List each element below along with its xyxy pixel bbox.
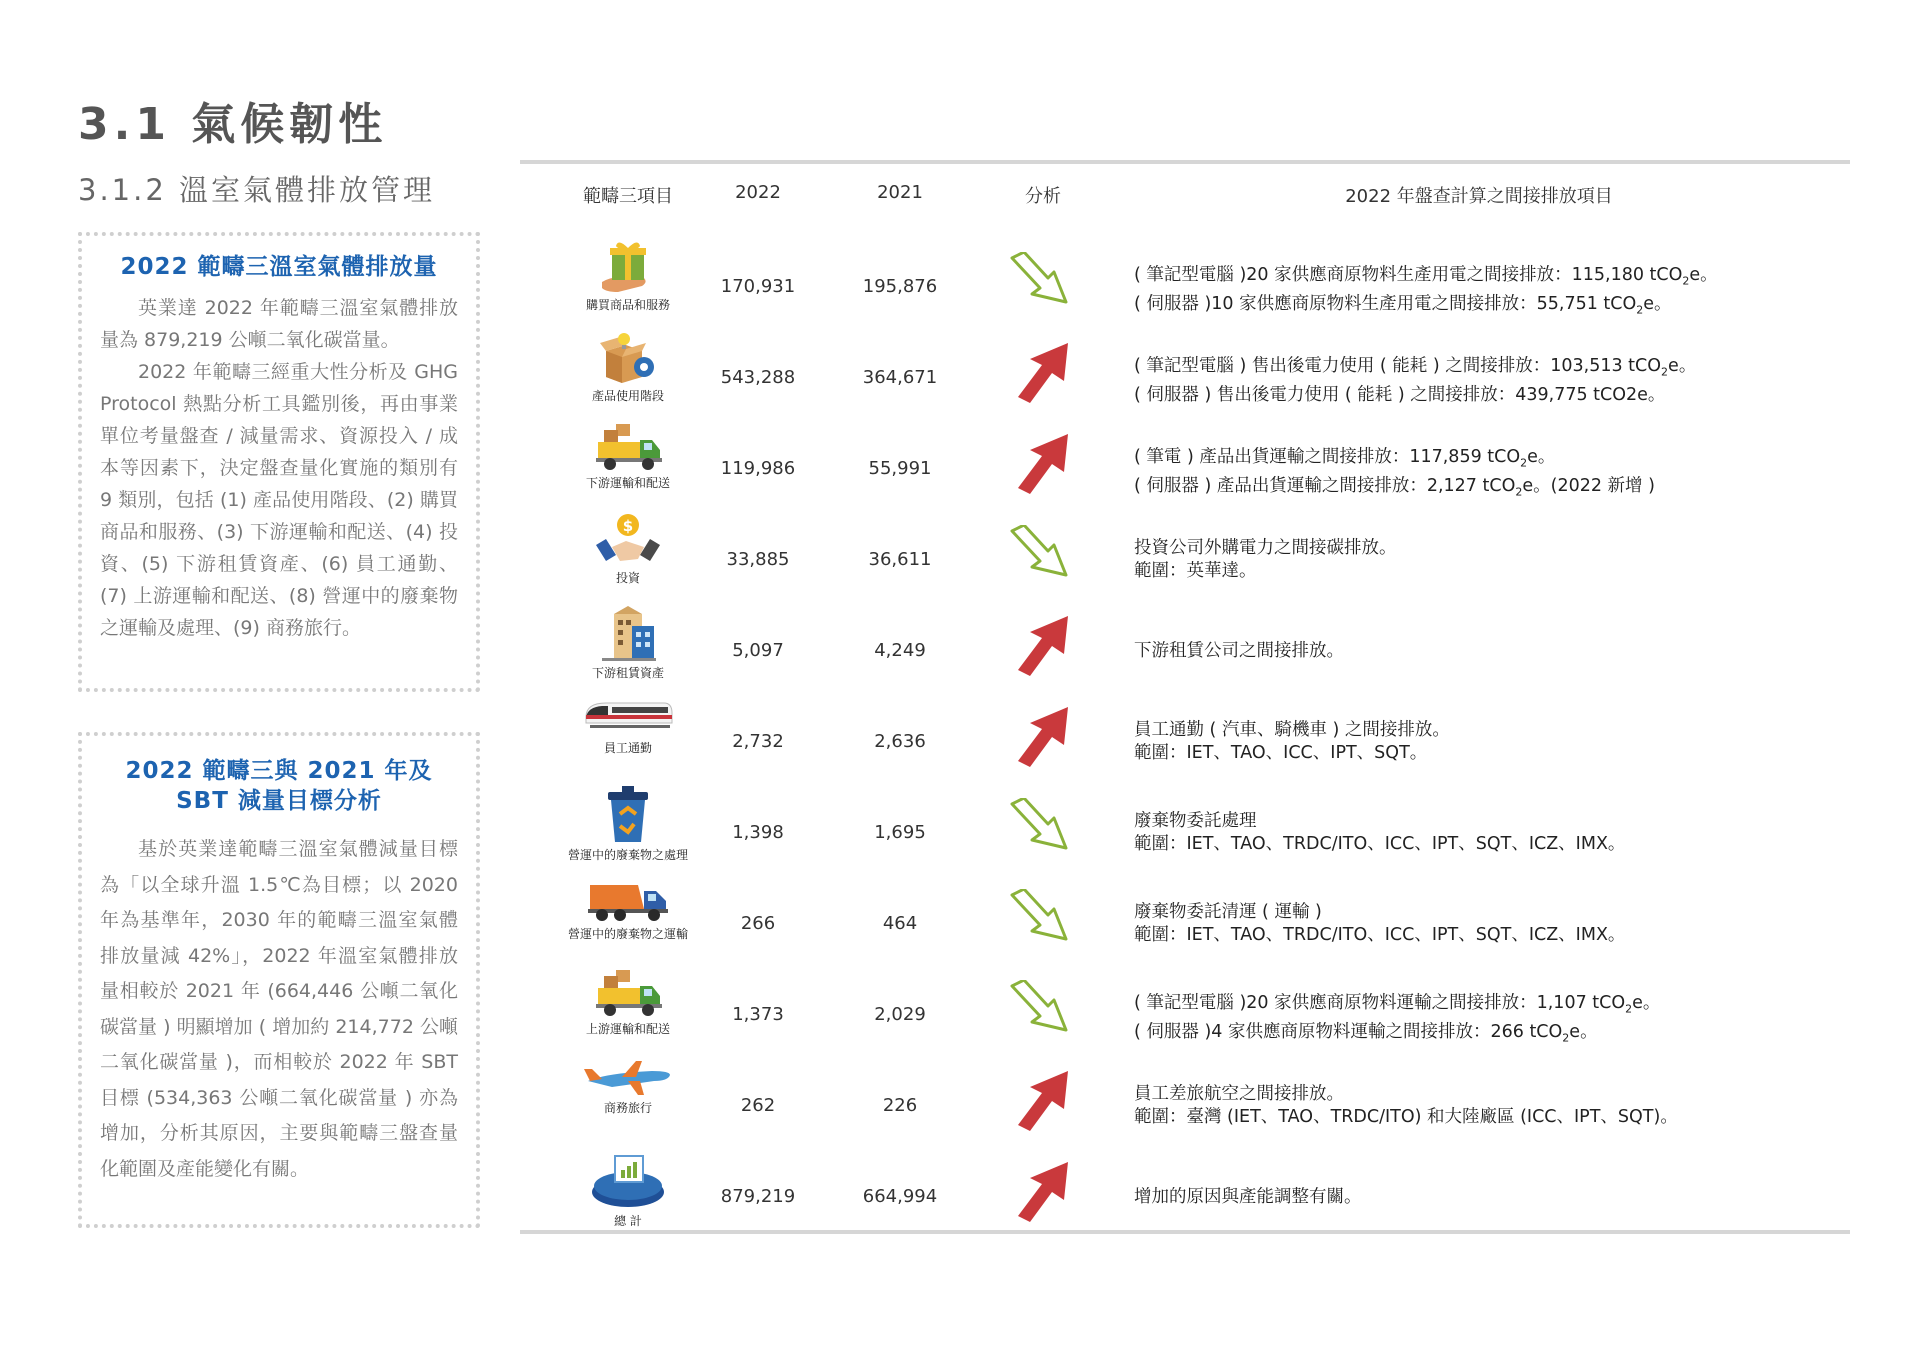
description-line: ( 筆記型電腦 )20 家供應商原物料生產用電之間接排放：115,180 tCO$_2$e。 [1134,265,1718,288]
description-line: 範圍：英華達。 [1134,561,1257,581]
description-line: ( 伺服器 ) 產品出貨運輸之間接排放：2,127 tCO$_2$e。(2022 新增 ) [1134,475,1655,498]
table-row [520,891,1850,982]
description-cell [1134,992,1660,1049]
garbage-truck-icon [558,875,698,923]
gift-box-icon [558,238,698,294]
value-2021: 2,636 [874,731,926,752]
handshake-coin-icon [558,511,698,567]
description-line: 員工通勤 ( 汽車、騎機車 ) 之間接排放。 [1134,720,1450,740]
category-label: 員工通勤 [603,741,652,755]
box2-title-line2: SBT 減量目標分析 [176,788,382,814]
box1-paragraph-2: 2022 年範疇三經重大性分析及 GHG Protocol 熱點分析工具鑑別後，再由事業單位考量盤查 / 減量需求、資源投入 / 成本等因素下，決定盤查量化實施的類別有 9 類別，包括 (1) 產品使用階段、(2) 購買商品和服務、(3) 下游運輸和配送、(4) 投資、(5) 下游租賃資產、(6) 員工通勤、(7) 上游運輸和配送、(8) 營運中的廢棄物之運輸及處理、(9) 商務旅行。 [100,361,458,639]
scope3-table [520,160,1850,1234]
description-cell [1134,640,1344,663]
category-cell [558,1148,698,1229]
description-cell [1134,719,1450,765]
table-header [520,164,1850,220]
value-2021: 55,991 [868,458,932,479]
header-description: 2022 年盤查計算之間接排放項目 [1345,186,1613,207]
value-2022: 170,931 [720,276,796,297]
box1-text [82,292,476,644]
description-cell [1134,264,1718,321]
category-cell [558,238,698,313]
value-2022: 5,097 [732,640,784,661]
table-row [520,254,1850,345]
description-line: 投資公司外購電力之間接碳排放。 [1134,538,1397,558]
description-line: ( 伺服器 )4 家供應商原物料運輸之間接排放：266 tCO$_2$e。 [1134,1021,1598,1044]
description-line: 範圍：IET、TAO、ICC、IPT、SQT。 [1134,743,1428,763]
category-label: 總 計 [614,1214,642,1228]
category-cell [558,784,698,863]
category-label: 下游運輸和配送 [585,476,670,490]
page-heading: 3.1 氣候韌性 [78,99,388,150]
building-icon [558,602,698,662]
category-label: 上游運輸和配送 [585,1022,670,1036]
box2-title-line1: 2022 範疇三與 2021 年及 [125,758,433,784]
description-cell [1134,1083,1678,1129]
header-analysis: 分析 [1025,186,1061,207]
box2-title [82,756,476,816]
description-line: 廢棄物委託處理 [1134,811,1257,831]
value-2022: 262 [740,1095,776,1116]
category-label: 營運中的廢棄物之處理 [567,848,688,862]
value-2021: 2,029 [874,1004,926,1025]
section-subheading: 3.1.2 溫室氣體排放管理 [78,173,436,207]
description-line: 範圍：IET、TAO、TRDC/ITO、ICC、IPT、SQT、ICZ、IMX。 [1134,925,1626,945]
sbt-analysis-box [78,732,480,1228]
value-2022: 266 [740,913,776,934]
value-2022: 119,986 [720,458,796,479]
value-2021: 226 [882,1095,918,1116]
category-cell [558,1057,698,1116]
recycle-bin-icon [558,784,698,844]
header-category: 範疇三項目 [583,186,673,207]
description-line: 增加的原因與產能調整有關。 [1134,1187,1362,1207]
delivery-truck-icon [558,966,698,1018]
category-cell [558,693,698,756]
table-row [520,345,1850,436]
value-2021: 464 [882,913,918,934]
train-icon [558,693,698,737]
value-2021: 1,695 [874,822,926,843]
category-cell [558,511,698,586]
svg-text:$: $ [622,517,634,535]
scope3-emissions-box [78,232,480,692]
description-cell [1134,355,1696,407]
description-line: ( 伺服器 )10 家供應商原物料生產用電之間接排放：55,751 tCO$_2$e。 [1134,293,1672,316]
header-2021: 2021 [877,182,923,203]
description-cell [1134,901,1625,947]
description-line: 範圍：IET、TAO、TRDC/ITO、ICC、IPT、SQT、ICZ、IMX。 [1134,834,1626,854]
description-cell [1134,537,1397,583]
value-2022: 33,885 [726,549,790,570]
description-line: ( 伺服器 ) 售出後電力使用 ( 能耗 ) 之間接排放：439,775 tCO2e。 [1134,384,1666,405]
table-row [520,618,1850,709]
airplane-icon [558,1057,698,1097]
description-line: ( 筆記型電腦 ) 售出後電力使用 ( 能耗 ) 之間接排放：103,513 tCO$_2$e。 [1134,356,1697,379]
value-2022: 1,373 [732,1004,784,1025]
description-line: 廢棄物委託清運 ( 運輸 ) [1134,902,1322,922]
category-label: 營運中的廢棄物之運輸 [567,927,688,941]
table-row [520,800,1850,891]
table-row [520,1073,1850,1164]
total-chart-icon [558,1148,698,1210]
box1-paragraph-1: 英業達 2022 年範疇三溫室氣體排放量為 879,219 公噸二氧化碳當量。 [100,297,458,351]
table-row [520,982,1850,1073]
table-row [520,517,1850,618]
value-2022: 543,288 [720,367,796,388]
value-2022: 879,219 [720,1186,796,1207]
category-label: 購買商品和服務 [585,298,670,312]
value-2021: 364,671 [862,367,938,388]
table-row [520,436,1850,527]
value-2021: 36,611 [868,549,932,570]
value-2021: 4,249 [874,640,926,661]
description-line: 下游租賃公司之間接排放。 [1134,641,1344,661]
description-cell [1134,810,1625,856]
value-2021: 664,994 [862,1186,938,1207]
box2-text [82,832,476,1187]
category-label: 產品使用階段 [591,389,664,403]
category-cell [558,875,698,942]
value-2022: 2,732 [732,731,784,752]
box2-paragraph: 基於英業達範疇三溫室氣體減量目標為「以全球升溫 1.5℃為目標；以 2020 年為基準年，2030 年的範疇三溫室氣體排放量減 42%」，2022 年溫室氣體排放量相較於 2021 年 (664,446 公噸二氧化碳當量 ) 明顯增加 ( 增加約 214,772 公噸二氧化碳當量 )，而相較於 2022 年 SBT 目標 (534,363 公噸二氧化碳當量 ) 亦為增加，分析其原因，主要與範疇三盤查量化範圍及產能變化有關。 [100,838,458,1180]
header-2022: 2022 [735,182,781,203]
product-box-gear-icon [558,329,698,385]
description-cell [1134,1186,1362,1209]
category-cell [558,602,698,681]
description-line: ( 筆電 ) 產品出貨運輸之間接排放：117,859 tCO$_2$e。 [1134,447,1556,470]
value-2021: 195,876 [862,276,938,297]
category-cell [558,420,698,491]
category-cell [558,966,698,1037]
delivery-truck-icon [558,420,698,472]
description-line: ( 筆記型電腦 )20 家供應商原物料運輸之間接排放：1,107 tCO$_2$e。 [1134,993,1661,1016]
category-label: 下游租賃資產 [591,666,664,680]
box1-title: 2022 範疇三溫室氣體排放量 [120,254,438,280]
value-2022: 1,398 [732,822,784,843]
category-label: 投資 [615,571,640,585]
table-row [520,709,1850,800]
description-cell [1134,446,1655,503]
description-line: 範圍：臺灣 (IET、TAO、TRDC/ITO) 和大陸廠區 (ICC、IPT、SQT)。 [1134,1107,1678,1127]
category-label: 商務旅行 [603,1101,652,1115]
description-line: 員工差旅航空之間接排放。 [1134,1084,1344,1104]
table-row [520,1164,1850,1255]
category-cell [558,329,698,404]
